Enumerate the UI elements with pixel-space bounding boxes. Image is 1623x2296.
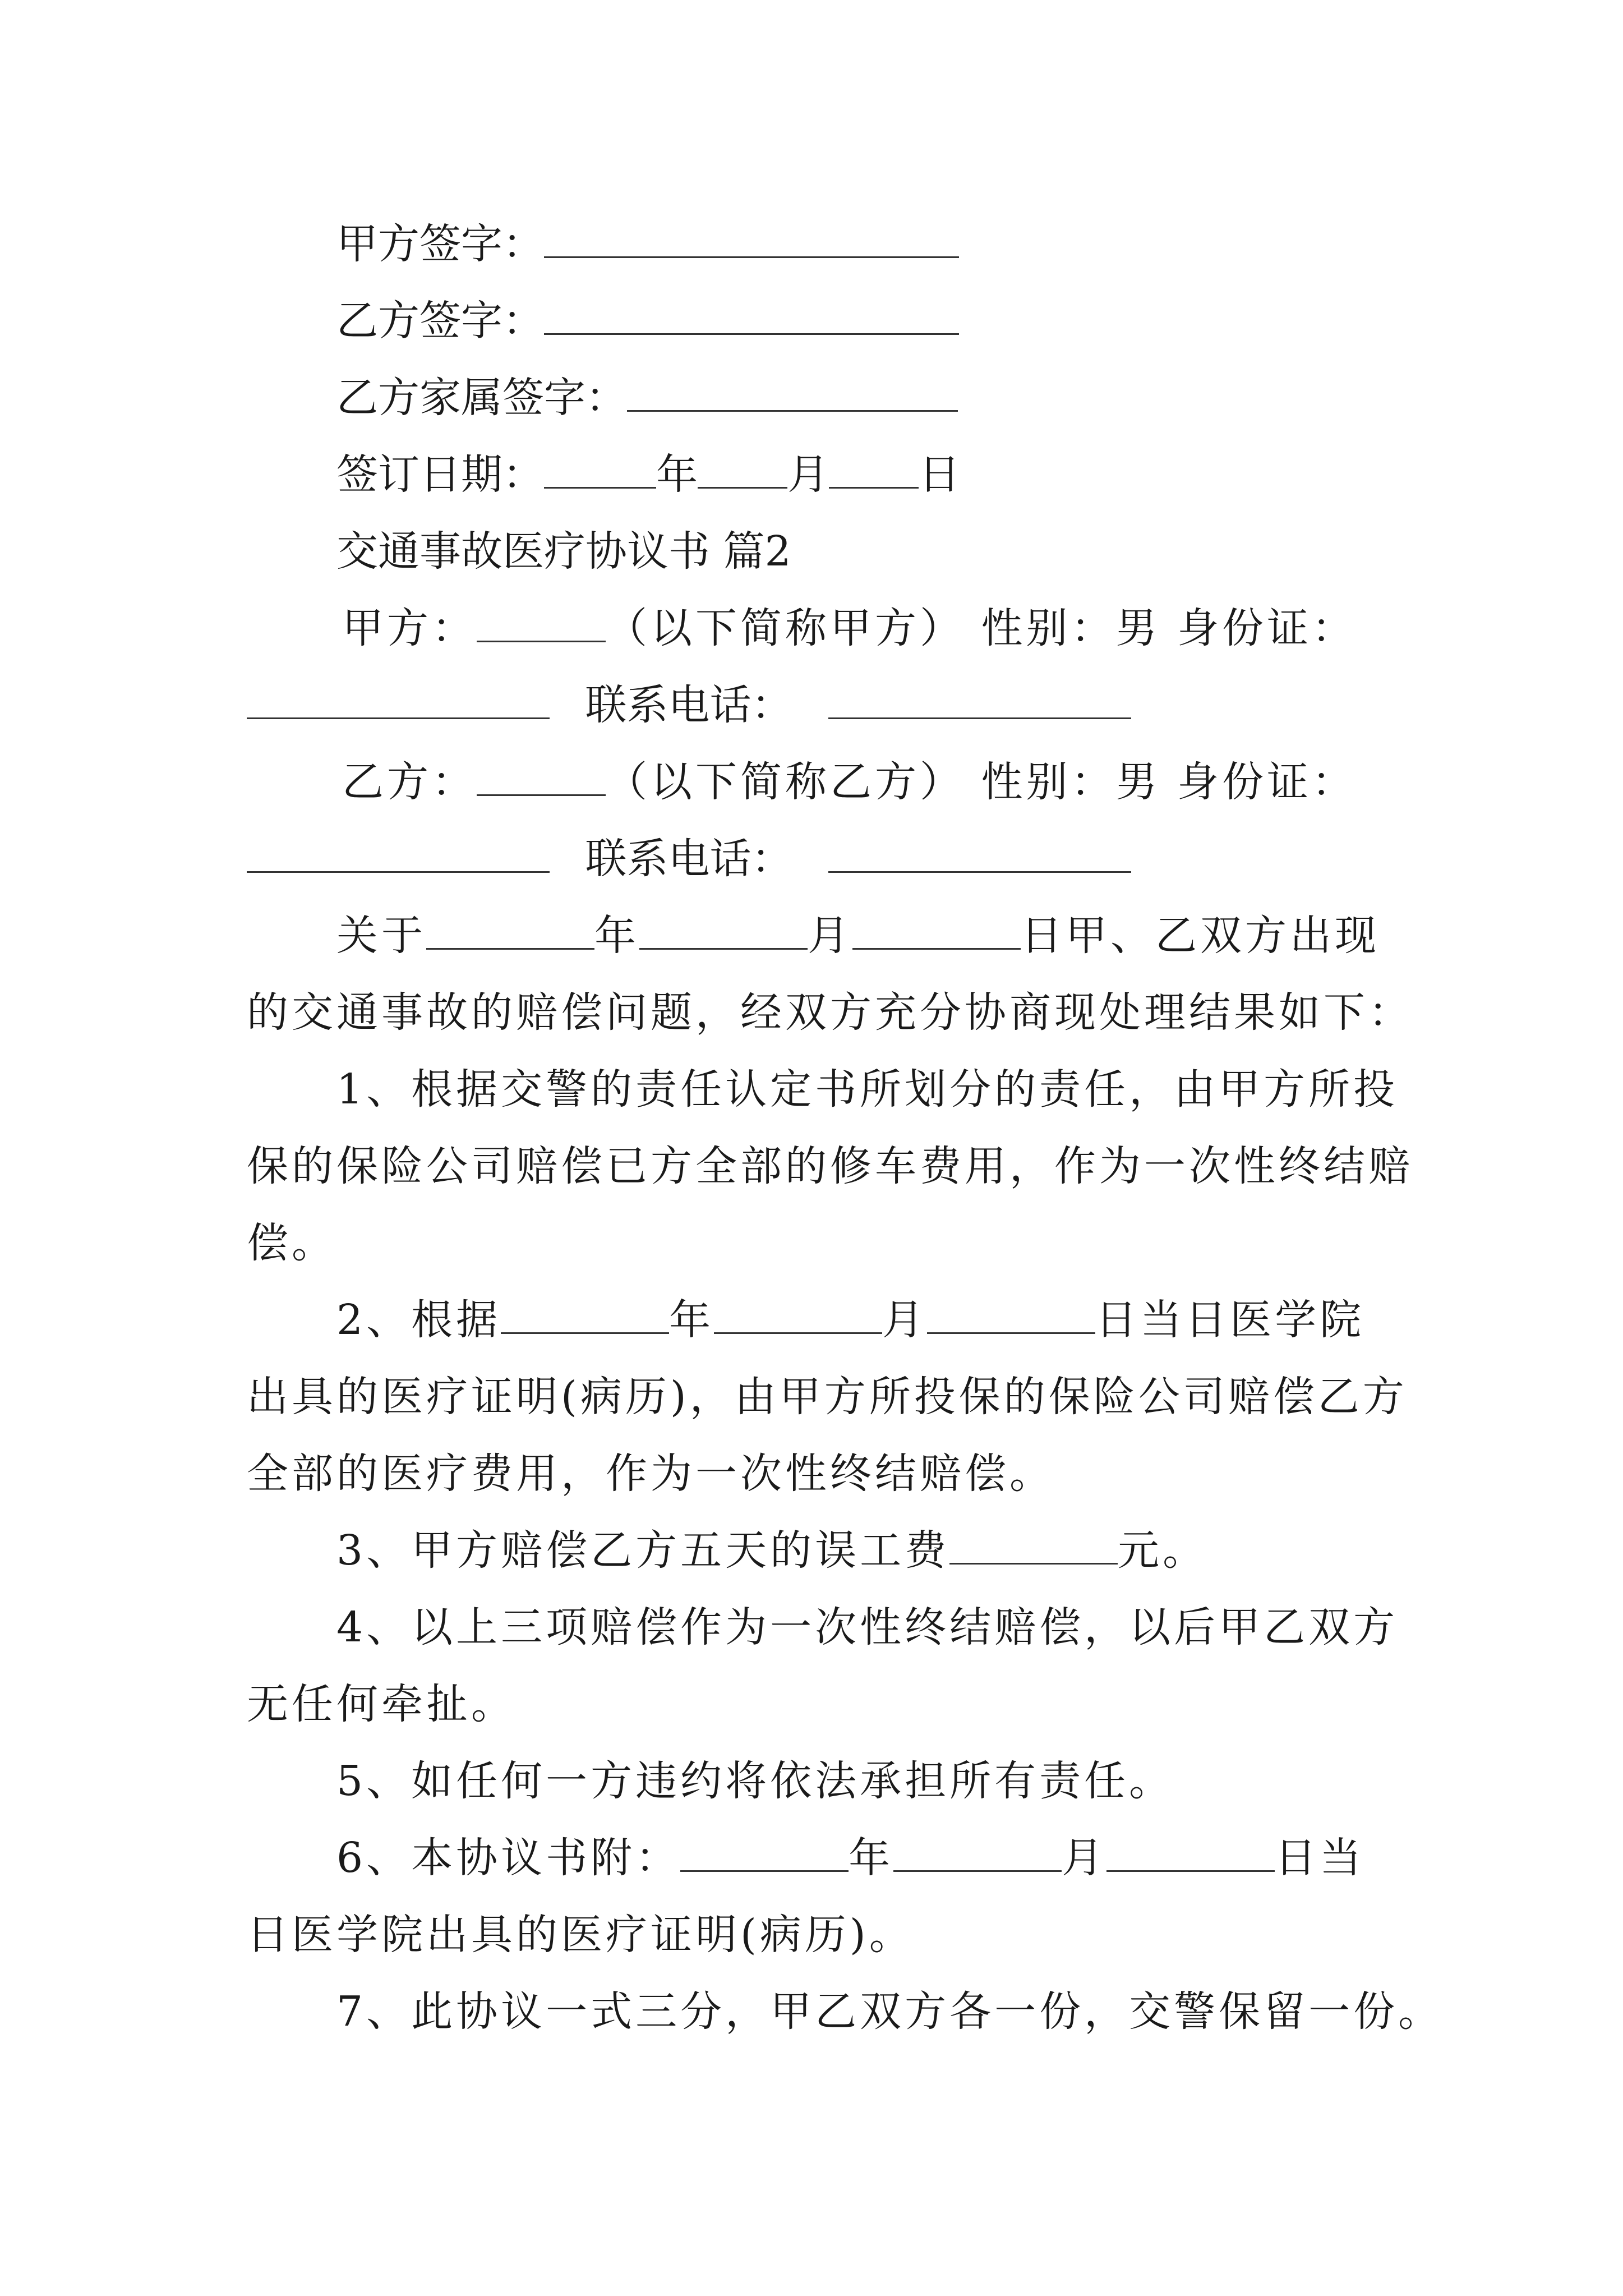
incident-day-field[interactable] (852, 908, 1021, 950)
party-a-sign-label: 甲方签字： (336, 220, 544, 268)
clause-2-prefix: 2、根据 (336, 1296, 501, 1344)
incident-month-field[interactable] (639, 908, 808, 950)
clause-5-line-1: 5、如任何一方违约将依法承担所有责任。 (336, 1757, 1174, 1805)
party-b-signature-line (336, 293, 959, 349)
clause-2-year-field[interactable] (501, 1292, 669, 1334)
party-b-abbr: （以下简称乙方） (606, 758, 965, 806)
sign-year-field[interactable] (544, 447, 656, 489)
party-b-contact-line (247, 831, 1131, 887)
party-b-phone-field[interactable] (828, 831, 1131, 873)
clause-2-month-field[interactable] (714, 1292, 882, 1334)
intro-suffix: 日甲、乙双方出现 (1021, 912, 1380, 960)
party-a-phone-label: 联系电话： (585, 681, 793, 729)
party-b-signature-field[interactable] (544, 293, 959, 335)
sign-month-field[interactable] (698, 447, 787, 489)
intro-prefix: 关于 (336, 912, 426, 960)
clause-6-year-unit: 年 (849, 1834, 894, 1882)
incident-month-unit: 月 (808, 912, 852, 960)
clause-6-month-field[interactable] (893, 1830, 1062, 1872)
clause-2-month-unit: 月 (882, 1296, 928, 1344)
clause-3-prefix: 3、甲方赔偿乙方五天的误工费 (336, 1526, 950, 1575)
clause-6-prefix: 6、本协议书附： (336, 1834, 681, 1882)
party-b-family-signature-field[interactable] (627, 370, 958, 412)
party-a-phone-field[interactable] (828, 677, 1131, 719)
clause-2-line-3: 全部的医疗费用，作为一次性终结赔偿。 (247, 1450, 1054, 1498)
incident-year-field[interactable] (426, 908, 594, 950)
clause-4-line-1: 4、以上三项赔偿作为一次性终结赔偿，以后甲乙双方 (336, 1603, 1399, 1651)
clause-7-line-1: 7、此协议一式三分，甲乙双方各一份，交警保留一份。 (336, 1987, 1444, 2036)
incident-year-unit: 年 (594, 912, 639, 960)
clause-2-suffix: 日当日医学院 (1095, 1296, 1365, 1344)
party-a-signature-line (336, 216, 959, 272)
sign-year-unit: 年 (656, 450, 698, 499)
clause-6-day-field[interactable] (1106, 1830, 1275, 1872)
party-b-family-sign-label: 乙方家属签字： (336, 374, 627, 422)
clause-4-line-2: 无任何牵扯。 (247, 1680, 516, 1728)
party-b-family-signature-line (336, 370, 958, 426)
party-a-contact-line (247, 677, 1131, 733)
clause-1-line-1: 1、根据交警的责任认定书所划分的责任，由甲方所投 (336, 1065, 1399, 1114)
clause-6-line-1 (336, 1830, 1364, 1886)
party-b-label: 乙方： (342, 758, 477, 806)
clause-6-suffix: 日当 (1275, 1834, 1365, 1882)
party-a-signature-field[interactable] (544, 216, 959, 258)
party-a-gender: 性别：男 (981, 604, 1161, 652)
party-b-phone-label: 联系电话： (585, 835, 793, 883)
lost-wages-amount-field[interactable] (949, 1522, 1118, 1565)
party-a-abbr: （以下简称甲方） (606, 604, 965, 652)
sign-date-line (336, 447, 960, 503)
party-b-id-label: 身份证： (1177, 758, 1357, 806)
clause-2-year-unit: 年 (669, 1296, 714, 1344)
party-b-name-field[interactable] (477, 754, 606, 796)
intro-line-1 (336, 908, 1380, 964)
party-a-id-field[interactable] (247, 677, 550, 719)
clause-3-suffix: 元。 (1118, 1526, 1208, 1575)
party-a-id-label: 身份证： (1177, 604, 1357, 652)
party-b-sign-label: 乙方签字： (336, 297, 544, 345)
clause-1-line-3: 偿。 (247, 1219, 336, 1267)
clause-6-line-2: 日医学院出具的医疗证明(病历)。 (247, 1911, 914, 1959)
section-title: 交通事故医疗协议书 篇2 (336, 527, 791, 576)
clause-2-line-1 (336, 1292, 1364, 1348)
clause-6-month-unit: 月 (1062, 1834, 1107, 1882)
party-a-label: 甲方： (342, 604, 477, 652)
party-a-line (342, 600, 1357, 656)
clause-3-line-1 (336, 1522, 1207, 1579)
sign-date-label: 签订日期： (336, 450, 544, 499)
clause-2-line-2: 出具的医疗证明(病历)，由甲方所投保的保险公司赔偿乙方 (247, 1373, 1408, 1421)
sign-day-unit: 日 (919, 450, 960, 499)
party-b-line (342, 754, 1357, 810)
party-b-id-field[interactable] (247, 831, 550, 873)
sign-month-unit: 月 (787, 450, 829, 499)
party-a-name-field[interactable] (477, 600, 606, 642)
party-b-gender: 性别：男 (981, 758, 1161, 806)
clause-1-line-2: 保的保险公司赔偿已方全部的修车费用，作为一次性终结赔 (247, 1142, 1413, 1190)
clause-6-year-field[interactable] (680, 1830, 849, 1872)
clause-2-day-field[interactable] (927, 1292, 1095, 1334)
intro-line-2: 的交通事故的赔偿问题，经双方充分协商现处理结果如下： (247, 988, 1413, 1037)
sign-day-field[interactable] (829, 447, 919, 489)
